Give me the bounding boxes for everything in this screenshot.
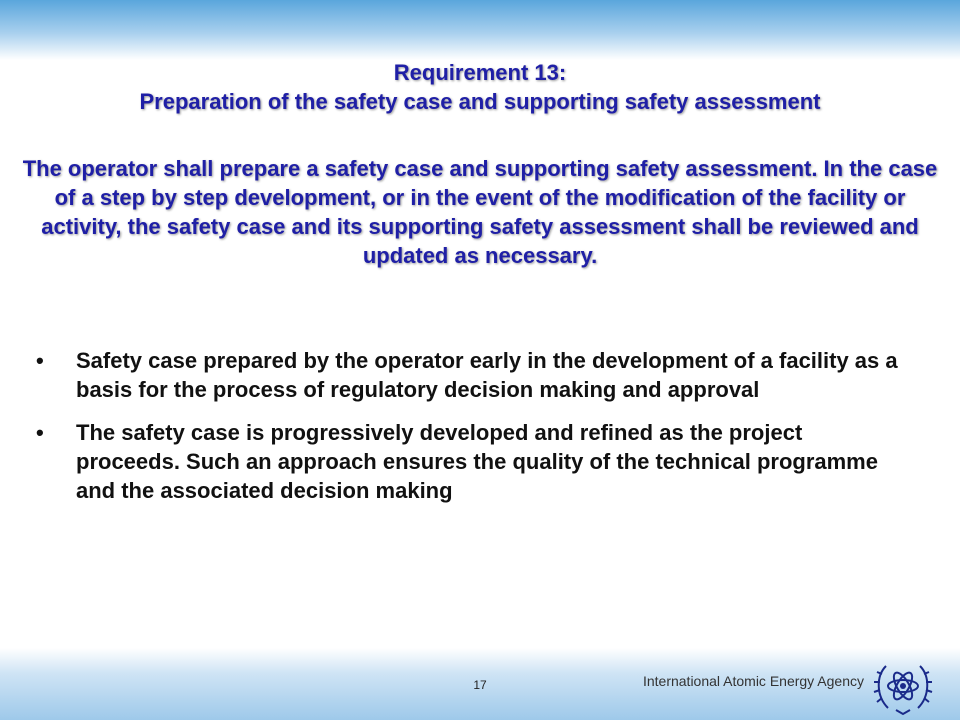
bullet-dot-icon: •	[36, 420, 44, 445]
title-line-1: Requirement 13:	[393, 60, 567, 85]
bullet-list	[30, 346, 910, 519]
bullet-item	[30, 418, 910, 505]
title-line-2: Preparation of the safety case and supporting safety assessment	[139, 89, 821, 114]
bullet-dot-icon: •	[36, 348, 44, 373]
requirement-statement: The operator shall prepare a safety case and supporting safety assessment. In the case of a step by step development, or in the event of the modification of the facility or activity, the safety case and its supporting safety assessment shall be reviewed and updated as necessary.	[22, 156, 938, 268]
bullet-text: Safety case prepared by the operator early in the development of a facility as a basis for the process of regulatory decision making and approval	[76, 348, 898, 402]
bullet-text: The safety case is progressively developed and refined as the project proceeds. Such an approach ensures the quality of the technical programme and the associated decision making	[76, 420, 878, 503]
agency-name: International Atomic Energy Agency	[642, 673, 864, 689]
page-number: 17	[473, 678, 487, 692]
iaea-logo-icon	[872, 656, 934, 716]
slide-title	[20, 58, 940, 116]
bullet-item	[30, 346, 910, 404]
header-gradient-band	[0, 0, 960, 60]
